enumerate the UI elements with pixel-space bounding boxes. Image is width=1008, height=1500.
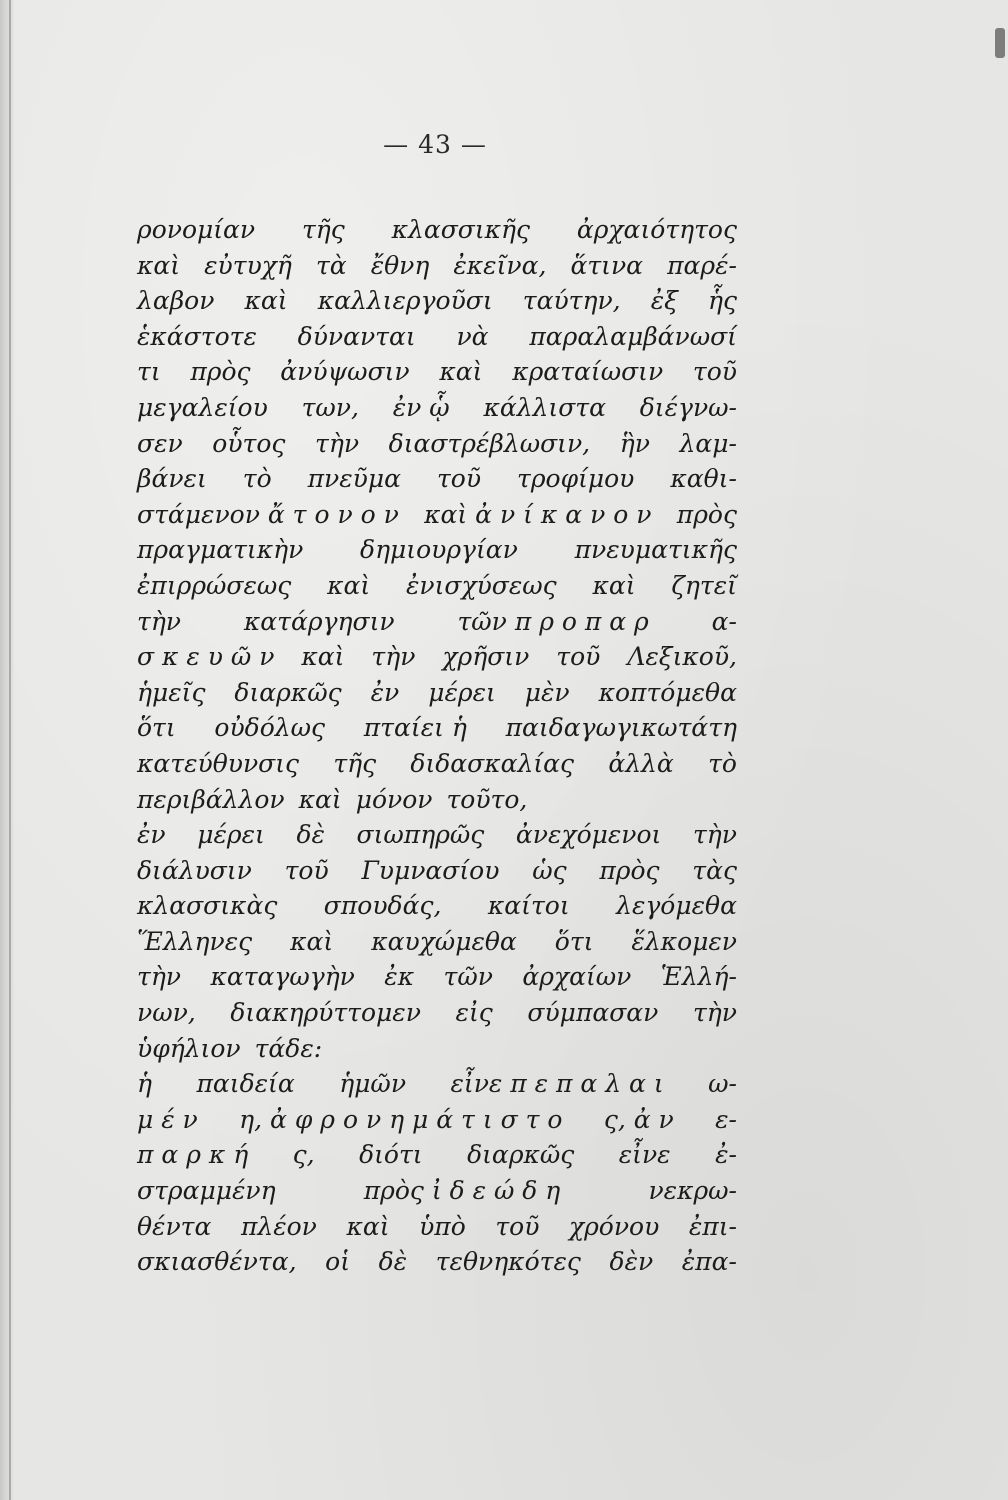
word: παραλαμβάνωσί	[529, 321, 737, 351]
body-text	[137, 212, 737, 1280]
text-line	[137, 853, 737, 889]
text-line	[137, 1173, 737, 1209]
binding-edge-line	[9, 0, 11, 1500]
text-line	[137, 675, 737, 711]
word: ἀρχαίων	[522, 962, 632, 992]
word: κραταίωσιν	[512, 357, 664, 387]
word: σιωπηρῶς	[356, 820, 485, 850]
word: παρέ-	[667, 250, 737, 280]
word: λεγόμεθα	[616, 891, 737, 921]
word: οἱ	[325, 1247, 351, 1277]
word: ἐπι-	[688, 1211, 737, 1241]
word: κλασσικὰς	[137, 891, 278, 921]
text-line	[137, 497, 737, 533]
word: Γυμνασίου	[361, 855, 500, 885]
word: τοῦ	[556, 642, 601, 672]
text-line	[137, 1031, 737, 1067]
word: νὰ	[456, 321, 489, 351]
word: διάλυσιν	[137, 855, 252, 885]
text-line	[137, 888, 737, 924]
word: ἣν	[619, 428, 650, 458]
word: σπουδάς,	[323, 891, 442, 921]
word: τὴν	[137, 606, 182, 636]
word: καὶ	[244, 286, 288, 316]
word: τὰ	[315, 250, 347, 280]
text-line	[137, 1137, 737, 1173]
word: κατεύθυνσις	[137, 748, 300, 778]
word: ἧς	[708, 286, 737, 316]
text-line	[137, 319, 737, 355]
word: καὶ	[592, 570, 636, 600]
word: διαρκῶς	[234, 677, 342, 707]
word: ς,	[292, 1140, 315, 1170]
word: ἀνύψωσιν	[280, 357, 410, 387]
word: θέντα	[137, 1211, 212, 1241]
word: Ἑλλή-	[660, 962, 737, 992]
word: στραμμένη	[137, 1176, 276, 1206]
text-line	[137, 604, 737, 640]
word: ω-	[708, 1069, 737, 1099]
word: ἐπα-	[681, 1247, 737, 1277]
word: καλλιεργοῦσι	[317, 286, 493, 316]
word: καὶ	[327, 570, 371, 600]
word: σύμπασαν	[527, 998, 659, 1028]
word: μέρει	[197, 820, 265, 850]
text-line	[137, 461, 737, 497]
text-line	[137, 710, 737, 746]
word: πνεῦμα	[307, 464, 401, 494]
word: τὴν	[692, 998, 737, 1028]
word: χρόνου	[568, 1211, 660, 1241]
word: εἶνε	[618, 1140, 671, 1170]
word: ἡ	[137, 1069, 152, 1099]
word: τὴν	[137, 962, 182, 992]
text-line	[137, 782, 737, 818]
word: διέγνω-	[639, 392, 737, 422]
word: πλέον	[240, 1211, 317, 1241]
word: ἐ-	[715, 1140, 737, 1170]
word: καὶ	[298, 784, 342, 814]
word: σεν	[137, 428, 183, 458]
word: τάδε:	[254, 1033, 323, 1063]
word: καταγωγὴν	[210, 962, 355, 992]
word: ἔθνη	[370, 250, 430, 280]
word: διαρκῶς	[467, 1140, 575, 1170]
word: κατάργησιν	[243, 606, 395, 636]
word: τὴν	[371, 642, 416, 672]
word: ἅτινα	[570, 250, 644, 280]
word: πραγματικὴν	[137, 535, 304, 565]
word: ἐξ	[650, 286, 678, 316]
text-line	[137, 817, 737, 853]
word: δημιουργίαν	[360, 535, 518, 565]
scan-edge-mark	[995, 28, 1005, 58]
word: α-	[711, 606, 737, 636]
word: τοῦ	[495, 1211, 540, 1241]
word: νων,	[137, 998, 196, 1028]
text-line	[137, 924, 737, 960]
word: ὅτι	[554, 926, 594, 956]
word: διδασκαλίας	[410, 748, 575, 778]
text-line	[137, 1244, 737, 1280]
word: εὐτυχῆ	[204, 250, 292, 280]
text-line	[137, 426, 737, 462]
word: διακηρύττομεν	[230, 998, 421, 1028]
word: χρῆσιν	[442, 642, 530, 672]
word: ἐκ	[384, 962, 415, 992]
word: ἐν ᾧ	[392, 392, 450, 422]
word: ταύτην,	[522, 286, 621, 316]
word: δὲ	[296, 820, 325, 850]
word: π α ρ κ ή	[137, 1140, 249, 1170]
word: μὲν	[524, 677, 570, 707]
word: νεκρω-	[648, 1176, 737, 1206]
word: κοπτόμεθα	[598, 677, 737, 707]
word: οὐδόλως	[214, 713, 326, 743]
word: ρονομίαν	[137, 215, 256, 244]
word: τὴν	[315, 428, 360, 458]
word: πρὸς ἰ δ ε ώ δ η	[363, 1176, 561, 1206]
word: διότι	[359, 1140, 423, 1170]
word: διαστρέβλωσιν,	[388, 428, 591, 458]
word: ἡμεῖς	[137, 677, 206, 707]
word: τεθνηκότες	[435, 1247, 581, 1277]
page-left-edge-shadow	[0, 0, 14, 1500]
word: ε-	[715, 1104, 737, 1134]
page-number: — 43 —	[383, 130, 487, 159]
word: πρὸς	[190, 357, 251, 387]
word: στάμενον ἄ τ ο ν ο ν	[137, 499, 399, 529]
word: τοῦ	[284, 855, 329, 885]
word: ἀνεχόμενοι	[515, 820, 662, 850]
word: Λεξικοῦ,	[627, 642, 737, 672]
word: ἑκάστοτε	[137, 321, 257, 351]
word: ἀλλὰ	[608, 748, 674, 778]
word: πνευματικῆς	[574, 535, 737, 565]
word: ἕλκομεν	[631, 926, 737, 956]
word: τοῦτο,	[446, 784, 528, 814]
text-line	[137, 532, 737, 568]
word: σ κ ε υ ῶ ν	[137, 642, 275, 672]
word: εἰς	[455, 998, 493, 1028]
word: ἐπιρρώσεως	[137, 570, 292, 600]
word: καὶ	[346, 1211, 390, 1241]
word: ἐκεῖνα,	[453, 250, 547, 280]
word: μεγαλείου	[137, 392, 268, 422]
text-line	[137, 639, 737, 675]
word: καθι-	[670, 464, 737, 494]
word: τῶν	[443, 962, 493, 992]
text-line	[137, 568, 737, 604]
text-line	[137, 1209, 737, 1245]
word: ἐν	[137, 820, 166, 850]
word: παιδαγωγικωτάτη	[505, 713, 737, 743]
word: των,	[301, 392, 359, 422]
word: σκιασθέντα,	[137, 1247, 297, 1277]
word: τῆς	[301, 215, 345, 244]
word: δὲν	[609, 1247, 654, 1277]
word: οὗτος	[212, 428, 286, 458]
word: η, ἀ φ ρ ο ν η μ ά τ ι σ τ ο	[239, 1104, 563, 1134]
word: τοῦ	[692, 357, 737, 387]
word: τῆς	[333, 748, 377, 778]
word: ἡμῶν	[339, 1069, 407, 1099]
word: ζητεῖ	[671, 570, 737, 600]
word: τῶν π ρ ο π α ρ	[457, 606, 649, 636]
text-line	[137, 746, 737, 782]
word: καὶ	[439, 357, 483, 387]
word: κλασσικῆς	[391, 215, 531, 244]
word: καὶ	[290, 926, 334, 956]
word: τοῦ	[436, 464, 482, 494]
text-line	[137, 959, 737, 995]
word: περιβάλλον	[137, 784, 285, 814]
word: τι	[137, 357, 161, 387]
text-line	[137, 354, 737, 390]
word: πταίει ἡ	[363, 713, 467, 743]
text-line	[137, 1102, 737, 1138]
word: ὅτι	[137, 713, 176, 743]
word: μ έ ν	[137, 1104, 198, 1134]
word: εἶνε π ε π α λ α ι	[450, 1069, 664, 1099]
word: ὑφήλιον	[137, 1033, 241, 1063]
text-line	[137, 1066, 737, 1102]
word: καὶ	[137, 250, 181, 280]
word: πρὸς	[676, 499, 737, 529]
word: βάνει	[137, 464, 207, 494]
word: τροφίμου	[517, 464, 635, 494]
word: δὲ	[378, 1247, 408, 1277]
word: ὡς	[532, 855, 567, 885]
word: ἀρχαιότητος	[576, 215, 737, 244]
text-line	[137, 212, 737, 248]
word: λαμ-	[679, 428, 737, 458]
word: ς, ἀ ν	[603, 1104, 674, 1134]
word: ἐνισχύσεως	[405, 570, 557, 600]
word: καὶ ἀ ν ί κ α ν ο ν	[424, 499, 652, 529]
word: λαβον	[137, 286, 215, 316]
word: μόνον	[355, 784, 433, 814]
word: τὴν	[692, 820, 737, 850]
text-line	[137, 248, 737, 284]
text-line	[137, 390, 737, 426]
word: ὑπὸ	[419, 1211, 466, 1241]
word: τὸ	[242, 464, 272, 494]
word: μέρει	[428, 677, 496, 707]
word: τὰς	[692, 855, 737, 885]
word: καίτοι	[487, 891, 570, 921]
word: καὶ	[301, 642, 345, 672]
word: Ἕλληνες	[137, 926, 253, 956]
text-line	[137, 283, 737, 319]
text-line	[137, 995, 737, 1031]
word: πρὸς	[599, 855, 660, 885]
word: παιδεία	[196, 1069, 295, 1099]
word: κάλλιστα	[483, 392, 606, 422]
word: δύνανται	[297, 321, 416, 351]
word: τὸ	[708, 748, 737, 778]
word: ἐν	[370, 677, 400, 707]
word: καυχώμεθα	[371, 926, 517, 956]
